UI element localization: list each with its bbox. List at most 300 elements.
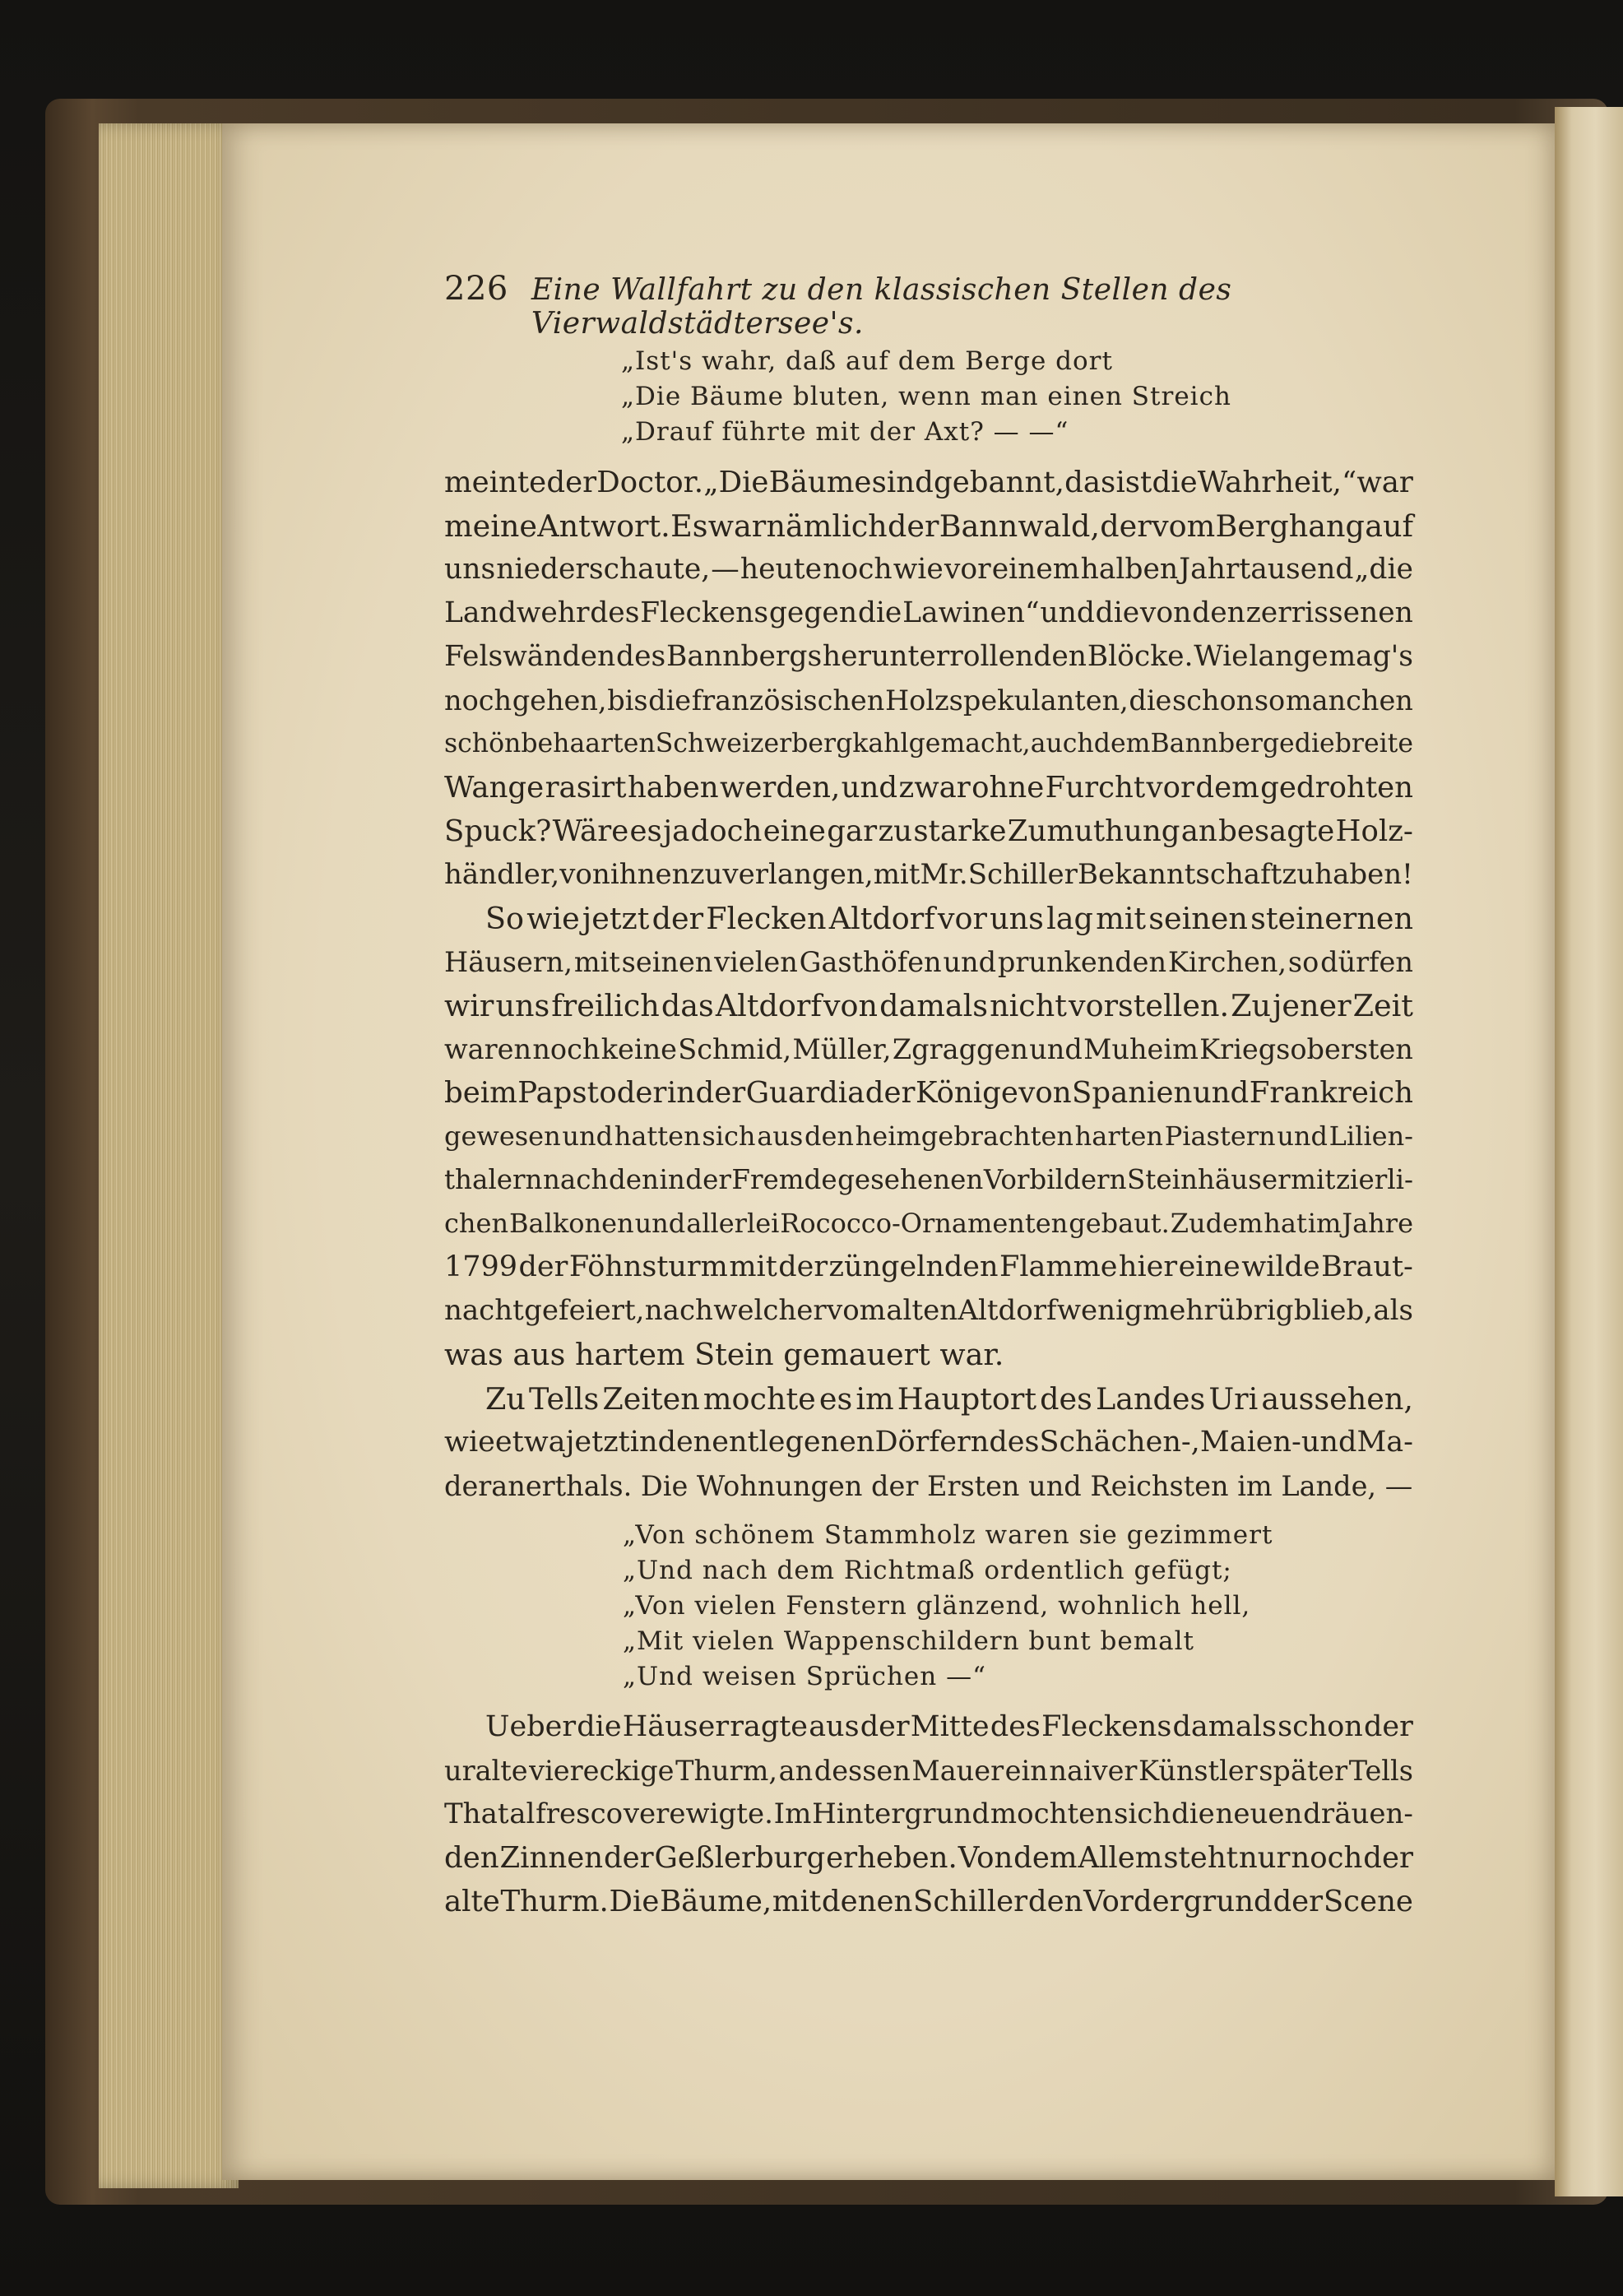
word: Bäume, [660,1885,772,1918]
word: alte [444,1885,500,1918]
word: und [1192,1076,1250,1110]
word: den [1027,1885,1083,1918]
word: haben [627,771,719,805]
text-line [444,504,1413,548]
paragraph-2 [444,897,1413,1376]
word: eine [1178,1250,1240,1283]
word: Die [609,1885,660,1918]
word: Felswänden [444,640,616,673]
word: Zeiten [602,1381,700,1417]
word: nacht [444,1294,524,1327]
text-line [444,1464,1413,1508]
word: Bannbergs [666,640,823,673]
word: der [546,466,597,499]
word: vor [1146,771,1194,805]
word: aus [809,1710,860,1743]
word: Ma- [1356,1426,1413,1459]
word: aussehen, [1261,1381,1413,1417]
text-line [444,679,1413,722]
word: wie [444,1426,495,1459]
word: Rococco-Ornamenten [780,1208,1069,1239]
word: Spanien [1072,1076,1193,1110]
word: That [444,1797,509,1830]
word: Häuser [622,1710,730,1743]
text-line [444,940,1413,984]
word: Wange [444,771,545,805]
word: mehr [1143,1294,1217,1327]
word: Lawinen“ [902,596,1040,629]
verse-line: „Drauf führte mit der Axt? — —“ [621,417,1069,447]
word: verewigte. [623,1797,773,1830]
word: die [1095,596,1140,629]
word: ist [1115,466,1152,499]
word: verlangen, [722,858,874,891]
word: allerlei [686,1208,780,1239]
word: waren [444,1033,532,1065]
word: gebannt, [934,466,1064,499]
word: ja [663,814,690,848]
text-line [444,1027,1413,1071]
word: uns [990,901,1044,936]
text-line [444,591,1413,635]
word: Holzspekulanten, [884,684,1129,717]
word: mit [772,1885,822,1918]
word: Berghang [1215,508,1365,544]
word: schon [1278,1710,1363,1743]
word: der [860,1710,910,1743]
word: Doctor. [596,466,704,499]
word: Kirchen, [1167,946,1287,978]
word: sich [702,1120,756,1152]
word: noch [444,684,512,717]
word: Fleckens [640,596,769,629]
word: mit [873,858,920,891]
word: nämlich [766,508,888,544]
word: haben! [1315,858,1413,891]
word: Zeit [1352,988,1413,1023]
word: Wie [1194,640,1249,673]
word: gebaut. [1069,1208,1170,1239]
word: Ueber [485,1710,577,1743]
word: jener [1273,988,1352,1023]
word: lag [1046,901,1093,936]
word: dem [1013,1841,1078,1875]
word: etwa [494,1426,566,1459]
word: heimgebrachten [855,1120,1073,1152]
word: dürfen [1320,946,1413,978]
word: „Die [703,466,769,499]
verse-quote-2 [623,1518,1273,1695]
word: wenig [1056,1294,1143,1327]
word: gewesen [444,1120,561,1152]
word: vor [937,901,987,936]
text-line [444,1245,1413,1289]
text-line [444,1289,1413,1333]
word: und [1040,596,1095,629]
word: zierli- [1335,1164,1413,1195]
text-line [444,1749,1413,1793]
word: vor [944,553,991,586]
word: des [990,1710,1041,1743]
word: Schweizerberg [655,729,853,758]
word: von [1139,596,1192,629]
word: Wahrheit,“ [1197,466,1357,499]
word: vom [827,1294,886,1327]
page-number: 226 [444,270,508,308]
running-head: Eine Wallfahrt zu den klassischen Stellen des Vierwaldstädtersee's. [531,273,1232,341]
word: chen [444,1208,509,1239]
word: Holz- [1335,814,1413,848]
word: harten [1074,1120,1164,1152]
word: und [634,1208,686,1239]
word: Thurm, [675,1755,778,1787]
word: Jahre [1342,1208,1413,1239]
word: später [1259,1755,1348,1787]
text-line [444,1421,1413,1464]
word: Frankreich [1249,1076,1413,1110]
line-text: deranerthals. Die Wohnungen der Ersten und Reichsten im Lande, — [444,1470,1413,1502]
text-line [444,548,1413,591]
word: und [1301,1426,1357,1459]
word: und [1277,1120,1329,1152]
text-line [444,1202,1413,1245]
word: Hauptort [897,1381,1037,1417]
word: mochte [703,1381,816,1417]
word: — [711,553,740,586]
word: nach [542,1164,609,1195]
text-line [444,766,1413,809]
word: Flamme [999,1250,1118,1283]
word: von [559,858,610,891]
word: das [661,988,714,1023]
word: in [629,1426,658,1459]
word: noch [823,553,893,586]
word: Geßlerburg [654,1841,826,1875]
word: den [1192,596,1245,629]
word: Tells [529,1381,600,1417]
word: französischen [691,684,885,717]
word: Föhnsturm [568,1250,728,1283]
verse-line: „Von vielen Fenstern glänzend, wohnlich hell, [623,1591,1251,1621]
word: Könige [915,1076,1018,1110]
text-line [444,635,1413,679]
word: entlegenen [712,1426,875,1459]
word: eine [763,814,826,848]
word: Hintergrund [812,1797,990,1830]
text-line [444,1880,1413,1923]
word: die [577,1710,622,1743]
verse-line: „Die Bäume bluten, wenn man einen Streich [621,382,1231,411]
word: Schächen-, [1039,1426,1200,1459]
word: die [1294,729,1335,758]
word: der [652,901,704,936]
word: der [518,1250,568,1283]
word: Zu [1231,988,1272,1023]
word: mochten [990,1797,1114,1830]
word: Wäre [552,814,629,848]
word: war [1356,466,1413,499]
word: und [841,771,898,805]
word: damals [1172,1710,1277,1743]
word: es [629,814,662,848]
word: thalern [444,1164,543,1195]
text-line [444,809,1413,853]
word: der [865,1076,916,1110]
word: des [1040,1381,1092,1417]
word: manchen [1285,684,1413,717]
word: starke [913,814,1007,848]
word: Tells [1348,1755,1413,1787]
word: zwar [898,771,971,805]
word: wir [444,988,494,1023]
word: vom [1151,508,1216,544]
word: so [1287,946,1319,978]
word: aus [757,1120,804,1152]
word: Gasthöfen [799,946,942,978]
word: übrig [1217,1294,1294,1327]
word: Steinhäuser [1127,1164,1291,1195]
word: Zgraggen [892,1033,1028,1065]
word: wie [893,553,944,586]
word: die [1129,684,1172,717]
verse-line: „Und weisen Sprüchen —“ [623,1662,986,1691]
word: Künstler [1138,1755,1258,1787]
word: Kriegsobersten [1199,1033,1413,1065]
word: Bäume [768,466,872,499]
word: als [1373,1294,1413,1327]
word: Papst [517,1076,599,1110]
line-text: was aus hartem Stein gemauert war. [444,1337,1004,1372]
word: der [603,1841,654,1875]
paragraph-1 [444,461,1413,897]
word: an [778,1755,814,1787]
word: gehen, [512,684,607,717]
word: gedrohten [1260,771,1413,805]
word: hier [1118,1250,1178,1283]
word: oder [599,1076,667,1110]
word: Scene [1323,1885,1413,1918]
word: Müller, [792,1033,892,1065]
word: Zumuthung [1007,814,1180,848]
word: Häusern, [444,946,573,978]
word: Flecken [706,901,827,936]
word: freilich [551,988,660,1023]
word: Fremde [731,1164,837,1195]
word: Mitte [910,1710,990,1743]
word: Piastern [1164,1120,1276,1152]
word: von [1018,1076,1072,1110]
word: es [818,1381,853,1417]
word: ihnen [610,858,690,891]
word: der [888,508,939,544]
word: halben [1080,553,1179,586]
word: einem [991,553,1080,586]
word: der [1364,1710,1413,1743]
word: die [1171,1797,1215,1830]
word: Vorbildern [983,1164,1127,1195]
word: erheben. [826,1841,958,1875]
word: Es [670,508,708,544]
word: mit [729,1250,777,1283]
word: auch [1030,729,1094,758]
word: Bannberge [1150,729,1295,758]
word: noch [532,1033,601,1065]
word: Zinnen [499,1841,604,1875]
word: dräuen- [1303,1797,1413,1830]
word: al [509,1797,536,1830]
verse-quote-1 [621,344,1231,450]
word: schon [1171,684,1254,717]
word: zu [1282,858,1315,891]
word: im [856,1381,894,1417]
word: und [943,946,997,978]
word: uralte [444,1755,528,1787]
text-line [444,1793,1413,1836]
word: den [608,1164,659,1195]
word: der [1363,1841,1413,1875]
verse-line: „Und nach dem Richtmaß ordentlich gefügt; [623,1556,1232,1585]
word: so [1254,684,1286,717]
word: nach [644,1294,713,1327]
word: vorstellen. [1068,988,1230,1023]
word: von [823,988,879,1023]
word: den [657,1426,712,1459]
text-line [444,1705,1413,1749]
word: herunterrollenden [822,640,1087,673]
word: werden, [719,771,841,805]
word: und [1029,1033,1083,1065]
word: Schiller [967,858,1078,891]
word: auf [1365,508,1413,544]
word: Antwort. [537,508,670,544]
word: lange [1249,640,1329,673]
text-line [444,1333,1413,1376]
word: gegen [768,596,858,629]
word: vielen [714,946,798,978]
word: kahl [852,729,909,758]
word: ein [1004,1755,1048,1787]
word: meinte [444,466,547,499]
word: blieb, [1293,1294,1374,1327]
word: „die [1354,553,1413,586]
word: bis [607,684,648,717]
word: züngelnden [828,1250,999,1283]
word: nicht [990,988,1067,1023]
word: war [707,508,767,544]
word: 1799 [444,1250,518,1283]
word: noch [1291,1841,1363,1875]
paragraph-3 [444,1377,1413,1508]
verse-line: „Ist's wahr, daß auf dem Berge dort [621,346,1113,376]
word: denen [821,1885,913,1918]
word: gesehenen [837,1164,984,1195]
text-line [444,1377,1413,1421]
word: Mauer [911,1755,1004,1787]
word: Landes [1096,1381,1206,1417]
word: händler, [444,858,560,891]
word: Bekanntschaft [1077,858,1282,891]
word: Thurm. [500,1885,609,1918]
word: sich [1113,1797,1171,1830]
word: zu [878,814,913,848]
word: und [562,1120,614,1152]
word: des [616,640,666,673]
word: im [1307,1208,1342,1239]
word: seinen [1148,901,1248,936]
word: Muheim [1083,1033,1199,1065]
text-line [444,722,1413,766]
word: jetzt [565,1426,630,1459]
word: Altdorf [715,988,822,1023]
text-line [444,1115,1413,1158]
word: Uri [1208,1381,1259,1417]
word: damals [879,988,988,1023]
word: Altdorf [958,1294,1057,1327]
word: welcher [713,1294,827,1327]
text-line [444,1071,1413,1115]
word: der [685,1164,731,1195]
word: mit [573,946,620,978]
page-header [444,270,1333,341]
word: prunkenden [997,946,1167,978]
word: uns [444,553,496,586]
word: Fleckens [1041,1710,1172,1743]
word: hatten [614,1120,701,1152]
word: Dörfern [874,1426,990,1459]
word: Von [958,1841,1013,1875]
word: die [1152,466,1198,499]
word: dessen [814,1755,911,1787]
word: viereckige [529,1755,675,1787]
word: dem [1093,729,1151,758]
word: schönbehaarten [444,729,656,758]
text-line [444,984,1413,1027]
word: Furcht [1045,771,1146,805]
word: Maien- [1199,1426,1301,1459]
word: an [1180,814,1217,848]
text-line [444,853,1413,897]
word: mag's [1329,640,1413,673]
word: Guardia [745,1076,865,1110]
word: das [1064,466,1116,499]
verse-line: „Von schönem Stammholz waren sie gezimmert [623,1520,1273,1550]
word: besagte [1218,814,1335,848]
word: Spuck? [444,814,552,848]
word: niederschaute, [496,553,711,586]
word: Vordergrund [1083,1885,1273,1918]
word: nur [1238,1841,1291,1875]
word: der [695,1076,746,1110]
word: hat [1264,1208,1307,1239]
word: in [659,1164,685,1195]
word: die [857,596,902,629]
word: zu [689,858,723,891]
word: dem [1195,771,1259,805]
word: steinernen [1250,901,1413,936]
word: die [648,684,692,717]
word: ohne [971,771,1045,805]
word: zerrissenen [1245,596,1413,629]
word: naiver [1049,1755,1138,1787]
word: Blöcke. [1087,640,1194,673]
word: der [778,1250,828,1283]
word: der [1100,508,1152,544]
word: alten [886,1294,958,1327]
text-line [444,1836,1413,1880]
word: Mr. [920,858,968,891]
word: steht [1163,1841,1238,1875]
word: gemacht, [908,729,1031,758]
